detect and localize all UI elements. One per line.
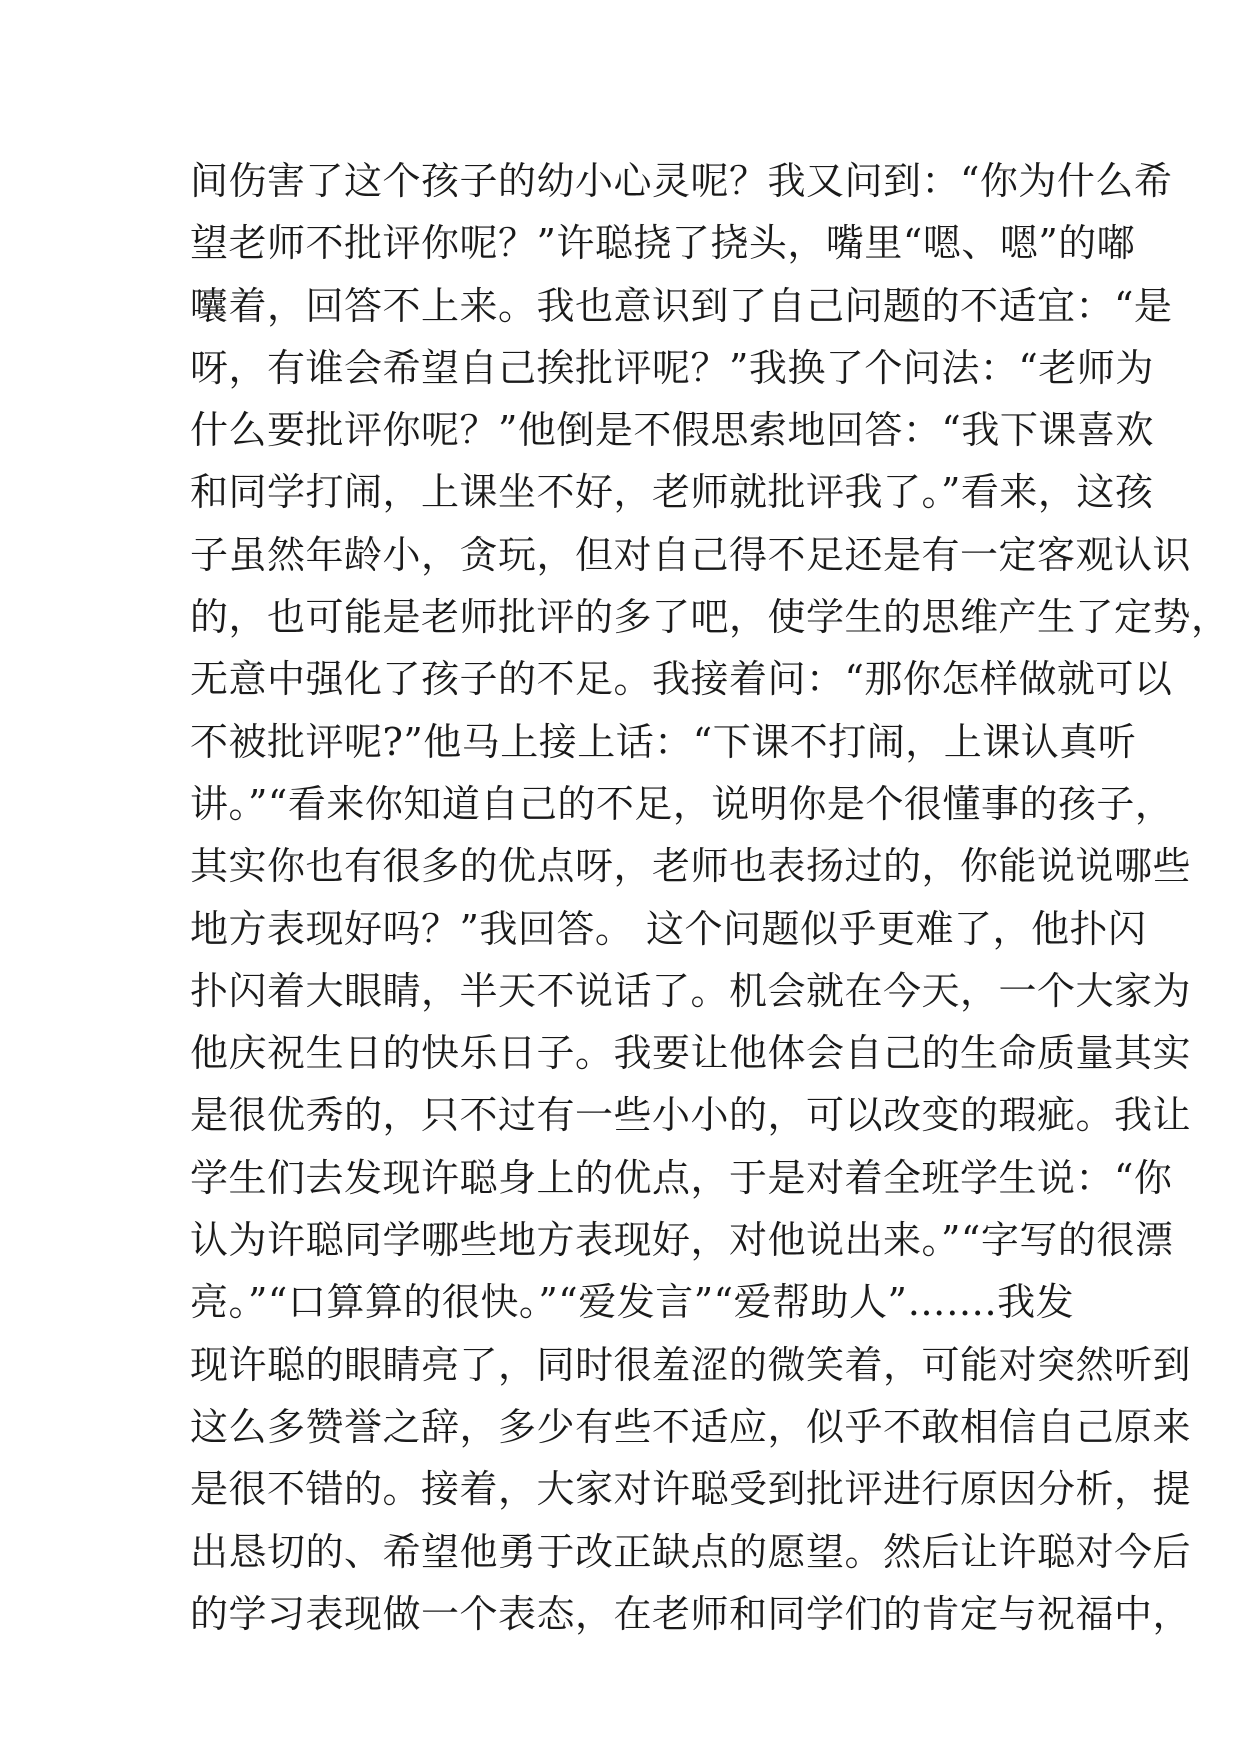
text-line: 亮。”“口算算的很快。”“爱发言”“爱帮助人”…….我发: [190, 1280, 1075, 1325]
text-line: 无意中强化了孩子的不足。我接着问：“那你怎样做就可以: [190, 657, 1173, 702]
text-line: 和同学打闹，上课坐不好，老师就批评我了。”看来，这孩: [190, 470, 1154, 515]
text-line: 子虽然年龄小，贪玩，但对自己得不足还是有一定客观认识: [190, 532, 1192, 577]
text-line: 扑闪着大眼睛，半天不说话了。机会就在今天，一个大家为: [190, 968, 1192, 1013]
text-line: 什么要批评你呢？”他倒是不假思索地回答：“我下课喜欢: [190, 408, 1154, 453]
text-line: 他庆祝生日的快乐日子。我要让他体会自己的生命质量其实: [190, 1031, 1192, 1076]
body-paragraph: [190, 150, 1230, 1645]
text-line: 讲。”“看来你知道自己的不足，说明你是个很懂事的孩子，: [190, 781, 1174, 826]
text-line: 认为许聪同学哪些地方表现好，对他说出来。”“字写的很漂: [190, 1218, 1174, 1263]
text-line: 的学习表现做一个表态，在老师和同学们的肯定与祝福中，: [190, 1591, 1192, 1636]
text-line: 是很不错的。接着，大家对许聪受到批评进行原因分析，提: [190, 1467, 1192, 1512]
text-line: 是很优秀的，只不过有一些小小的，可以改变的瑕疵。我让: [190, 1093, 1192, 1138]
text-line: 的，也可能是老师批评的多了吧，使学生的思维产生了定势，: [190, 595, 1230, 640]
text-line: 间伤害了这个孩子的幼小心灵呢？我又问到：“你为什么希: [190, 159, 1173, 203]
text-line: 望老师不批评你呢？”许聪挠了挠头，嘴里“嗯、嗯”的嘟: [190, 221, 1136, 266]
text-line: 学生们去发现许聪身上的优点，于是对着全班学生说：“你: [190, 1155, 1173, 1200]
text-line: 其实你也有很多的优点呀，老师也表扬过的，你能说说哪些: [190, 844, 1192, 889]
text-line: 这么多赞誉之辞，多少有些不适应，似乎不敢相信自己原来: [190, 1404, 1192, 1449]
text-line: 呀，有谁会希望自己挨批评呢？”我换了个问法：“老师为: [190, 345, 1154, 390]
text-line: 现许聪的眼睛亮了，同时很羞涩的微笑着，可能对突然听到: [190, 1342, 1192, 1387]
text-line: 地方表现好吗？”我回答。 这个问题似乎更难了，他扑闪: [190, 906, 1147, 951]
text-line: 囔着，回答不上来。我也意识到了自己问题的不适宜：“是: [190, 283, 1173, 328]
text-line: 出恳切的、希望他勇于改正缺点的愿望。然后让许聪对今后: [190, 1529, 1192, 1574]
text-line: 不被批评呢?”他马上接上话：“下课不打闹，上课认真听: [190, 719, 1137, 764]
